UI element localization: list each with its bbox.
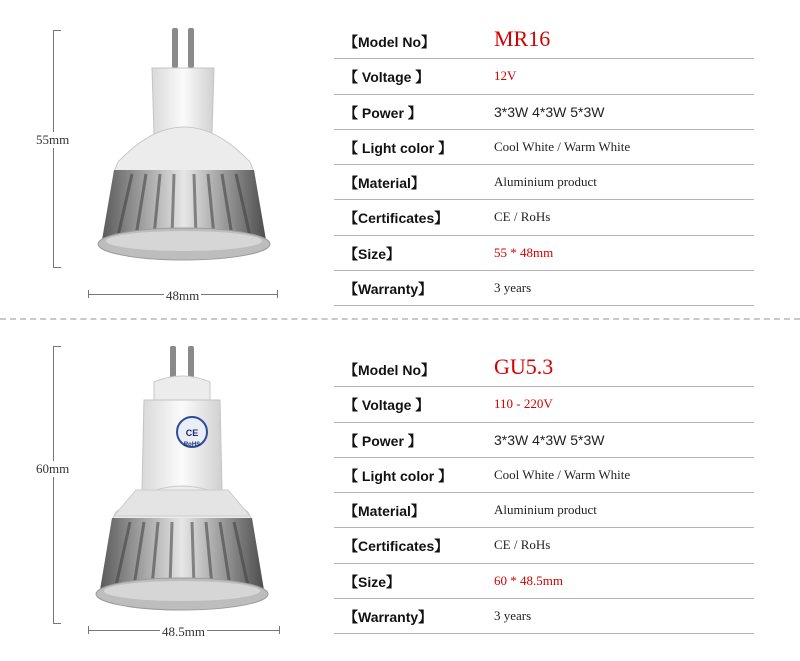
spec-label: 【Material】 [344,175,425,192]
product-section-gu53 [0,326,800,661]
spec-row-material [334,493,754,528]
gu53-bulb-image [84,340,284,625]
spec-value-light-color: Cool White / Warm White [494,466,631,482]
spec-label: 【Certificates】 [344,538,449,555]
spec-label: 【Certificates】 [344,210,449,227]
spec-table-mr16 [334,24,754,306]
width-dimension-label: 48mm [166,288,200,303]
spec-label: 【Size】 [344,573,401,590]
spec-label: 【 Voltage 】 [344,69,430,86]
spec-value-voltage: 110 - 220V [494,396,553,412]
spec-value-power: 3*3W 4*3W 5*3W [494,431,605,448]
spec-row-size [334,564,754,599]
spec-row-certificates [334,200,754,235]
spec-label: 【Material】 [344,503,425,520]
spec-value-warranty: 3 years [494,280,532,296]
spec-value-material: Aluminium product [494,174,597,190]
spec-row-model [334,352,754,387]
spec-label: 【 Voltage 】 [344,397,430,414]
height-dimension-label: 60mm [36,461,70,476]
spec-value-model: MR16 [494,26,551,51]
spec-row-voltage [334,59,754,94]
spec-row-light-color [334,130,754,165]
spec-row-warranty [334,599,754,634]
spec-value-certificates: CE / RoHs [494,209,551,225]
spec-label: 【 Light color 】 [344,467,453,484]
spec-row-power [334,95,754,130]
spec-value-light-color: Cool White / Warm White [494,138,631,154]
spec-row-light-color [334,458,754,493]
spec-value-warranty: 3 years [494,608,532,624]
spec-row-certificates [334,528,754,563]
spec-label: 【Model No】 [344,362,435,378]
spec-label: 【Size】 [344,245,401,262]
spec-row-power [334,423,754,458]
spec-row-size [334,236,754,271]
spec-value-power: 3*3W 4*3W 5*3W [494,103,605,120]
spec-value-size: 55 * 48mm [494,244,554,260]
spec-label: 【Warranty】 [344,281,433,298]
spec-row-model [334,24,754,59]
section-divider [0,318,800,320]
cert-mark-image: RoHS [183,442,201,448]
height-dimension-label: 55mm [36,132,70,147]
spec-value-model: GU5.3 [494,354,554,379]
spec-label: 【Model No】 [344,34,435,50]
cert-mark-image: CE [185,428,199,438]
spec-label: 【 Power 】 [344,432,422,449]
spec-row-voltage [334,387,754,422]
spec-value-voltage: 12V [494,68,517,84]
spec-value-material: Aluminium product [494,502,597,518]
spec-label: 【 Power 】 [344,104,422,121]
spec-row-material [334,165,754,200]
height-dimension-guide [53,30,62,268]
spec-table-gu53 [334,352,754,634]
mr16-bulb-image [84,22,284,272]
width-dimension-label: 48.5mm [162,624,205,639]
product-section-mr16 [0,0,800,318]
spec-value-certificates: CE / RoHs [494,537,551,553]
spec-row-warranty [334,271,754,306]
height-dimension-guide [53,346,62,624]
spec-label: 【 Light color 】 [344,139,453,156]
spec-value-size: 60 * 48.5mm [494,572,563,588]
spec-label: 【Warranty】 [344,609,433,626]
